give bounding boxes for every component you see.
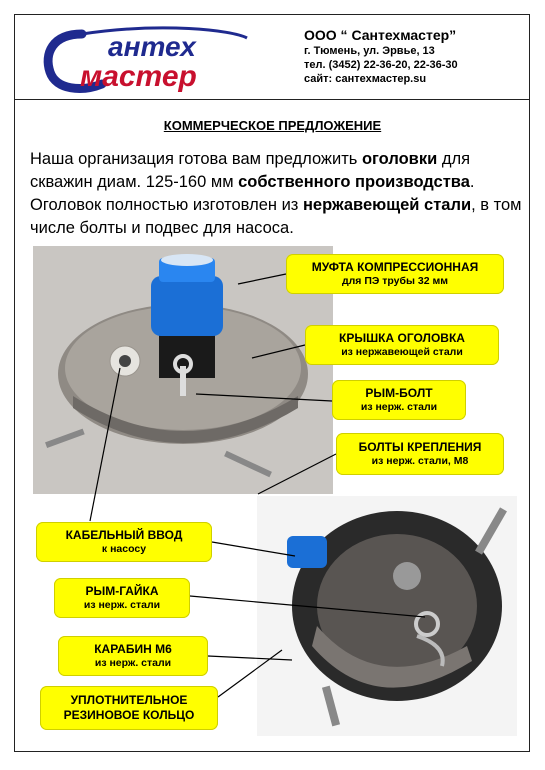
intro-text-3: . Оголовок полностью изготовлен из <box>30 173 475 214</box>
label-subtitle: из нерж. стали <box>83 599 161 611</box>
company-address: г. Тюмень, ул. Эрвье, 13 <box>304 45 435 57</box>
label-rubber-seal <box>40 686 218 730</box>
label-carabiner <box>58 636 208 676</box>
intro-text-4: , в том числе болты и подвес для насоса. <box>30 196 522 237</box>
label-title: МУФТА КОМПРЕССИОННАЯ <box>311 260 479 274</box>
company-name: ООО “ Сантехмастер” <box>304 27 457 43</box>
coupling-bottom <box>287 536 327 568</box>
label-title: УПЛОТНИТЕЛЬНОЕ <box>70 693 188 707</box>
label-title: КАБЕЛЬНЫЙ ВВОД <box>65 528 183 542</box>
label-mounting-bolts <box>336 433 504 475</box>
intro-text-1: Наша организация готова вам предложить <box>30 150 362 168</box>
company-logo <box>42 24 262 96</box>
intro-bold-2: собственного производства <box>238 173 470 191</box>
logo-text-2: мастер <box>80 60 197 93</box>
wellhead-photo-bottom <box>257 496 517 736</box>
label-subtitle: из нерж. стали <box>360 401 438 413</box>
document-title: КОММЕРЧЕСКОЕ ПРЕДЛОЖЕНИЕ <box>163 118 382 133</box>
company-info <box>304 27 524 86</box>
company-site: сайт: сантехмастер.su <box>304 73 427 85</box>
label-subtitle: к насосу <box>101 543 147 555</box>
label-eye-bolt <box>332 380 466 420</box>
intro-text-2: для скважин диам. 125-160 мм <box>30 150 471 191</box>
label-title: КРЫШКА ОГОЛОВКА <box>339 331 465 345</box>
label-title-2: РЕЗИНОВОЕ КОЛЬЦО <box>63 708 195 722</box>
company-phone: тел. (3452) 22-36-20, 22-36-30 <box>304 59 458 71</box>
label-title: КАРАБИН М6 <box>94 642 172 656</box>
logo-text-1: антех <box>108 31 196 62</box>
label-title: РЫМ-БОЛТ <box>365 386 433 400</box>
label-cable-gland <box>36 522 212 562</box>
label-subtitle: из нерж. стали <box>94 657 172 669</box>
intro-bold-1: оголовки <box>361 150 438 168</box>
intro-paragraph <box>30 148 525 240</box>
intro-bold-3: нержавеющей стали <box>302 196 472 214</box>
coupling-body <box>151 276 223 336</box>
label-cap-cover <box>305 325 499 365</box>
label-compression-coupling <box>286 254 504 294</box>
label-title: БОЛТЫ КРЕПЛЕНИЯ <box>358 440 482 454</box>
label-eye-nut <box>54 578 190 618</box>
label-subtitle: для ПЭ трубы 32 мм <box>341 275 449 287</box>
label-subtitle: из нержавеющей стали <box>341 346 463 358</box>
header-divider <box>14 99 530 100</box>
label-subtitle: из нерж. стали, М8 <box>371 455 469 467</box>
label-title: РЫМ-ГАЙКА <box>85 584 159 598</box>
